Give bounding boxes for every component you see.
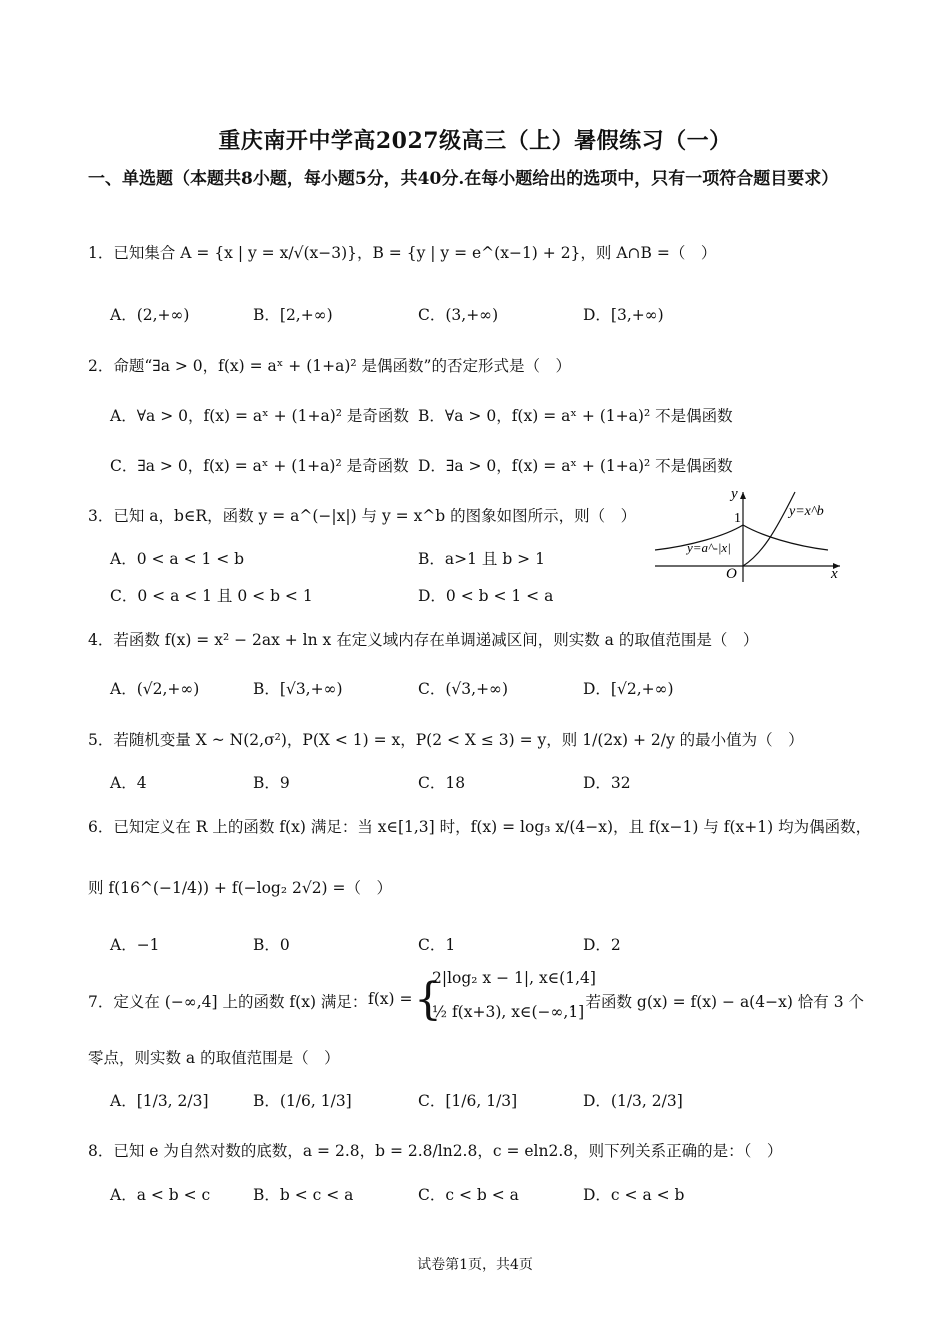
question-7-option-a: A．[1/3, 2/3] [110,1092,209,1110]
question-3-option-a: A．0 < a < 1 < b [110,550,245,568]
question-7-brace-icon: { [414,974,442,1025]
x-axis-label: x [831,566,838,582]
question-4-option-d: D．[√2,+∞) [583,680,674,698]
question-7-stem: 7．定义在 (−∞,4] 上的函数 f(x) 满足： [88,993,368,1011]
question-2-option-c: C．∃a > 0，f(x) = aˣ + (1+a)² 是奇函数 [110,457,409,475]
question-8-option-c: C．c < b < a [418,1186,519,1204]
origin-label: O [726,566,737,582]
question-1-stem: 1．已知集合 A = {x | y = x/√(x−3)}，B = {y | y = e^(x−1) + 2}，则 A∩B =（ ） [88,244,717,262]
question-1-option-c: C．(3,+∞) [418,306,499,324]
question-7-piece-2: ½ f(x+3), x∈(−∞,1] [432,1003,585,1021]
question-4-option-a: A．(√2,+∞) [110,680,200,698]
question-3-option-d: D．0 < b < 1 < a [418,587,554,605]
question-7-stem-line-2: 零点，则实数 a 的取值范围是（ ） [88,1049,340,1067]
power-curve-label: y=x^b [789,504,824,519]
question-3-option-b: B．a>1 且 b > 1 [418,550,545,568]
question-6-option-a: A．−1 [110,936,160,954]
question-7-option-b: B．(1/6, 1/3] [253,1092,352,1110]
question-8-option-d: D．c < a < b [583,1186,685,1204]
question-3-graph [650,484,850,584]
question-5-option-a: A．4 [110,774,147,792]
y-axis-arrow-icon [740,492,746,499]
question-2-option-a: A．∀a > 0，f(x) = aˣ + (1+a)² 是奇函数 [110,407,409,425]
page-title: 重庆南开中学高2027级高三（上）暑假练习（一） [218,128,732,154]
question-7-stem-tail: ，若函数 g(x) = f(x) − a(4−x) 恰有 3 个 [570,993,865,1011]
question-5-option-d: D．32 [583,774,631,792]
question-1-option-d: D．[3,+∞) [583,306,664,324]
question-2-option-d: D．∃a > 0，f(x) = aˣ + (1+a)² 不是偶函数 [418,457,733,475]
question-5-option-c: C．18 [418,774,466,792]
question-7-piece-1: 2|log₂ x − 1|, x∈(1,4] [432,969,596,987]
question-8-option-a: A．a < b < c [110,1186,211,1204]
question-5-option-b: B．9 [253,774,290,792]
question-6-option-d: D．2 [583,936,621,954]
question-3-stem: 3．已知 a，b∈R，函数 y = a^(−|x|) 与 y = x^b 的图象如图所示，则（ ） [88,507,637,525]
question-4-option-b: B．[√3,+∞) [253,680,343,698]
question-6-option-b: B．0 [253,936,290,954]
question-8-stem: 8．已知 e 为自然对数的底数，a = 2.8，b = 2.8/ln2.8，c = eln2.8，则下列关系正确的是：（ ） [88,1142,783,1160]
one-label: 1 [734,511,741,526]
question-7-option-d: D．(1/3, 2/3] [583,1092,683,1110]
question-2-option-b: B．∀a > 0，f(x) = aˣ + (1+a)² 不是偶函数 [418,407,733,425]
question-6-stem: 6．已知定义在 R 上的函数 f(x) 满足：当 x∈[1,3] 时，f(x) = log₃ x/(4−x)，且 f(x−1) 与 f(x+1) 均为偶函数， [88,818,872,836]
question-3-option-c: C．0 < a < 1 且 0 < b < 1 [110,587,313,605]
question-6-stem-line-2: 则 f(16^(−1/4)) + f(−log₂ 2√2) =（ ） [88,879,393,897]
question-1-option-b: B．[2,+∞) [253,306,333,324]
page-footer: 试卷第1页，共4页 [417,1257,533,1273]
question-7-fx-label: f(x) = [368,990,413,1008]
question-4-stem: 4．若函数 f(x) = x² − 2ax + ln x 在定义域内存在单调递减区间，则实数 a 的取值范围是（ ） [88,631,759,649]
question-4-option-c: C．(√3,+∞) [418,680,509,698]
question-6-option-c: C．1 [418,936,456,954]
exp-curve-label: y=a^-|x| [687,540,731,555]
question-8-option-b: B．b < c < a [253,1186,354,1204]
exp-curve [655,525,828,550]
question-1-option-a: A．(2,+∞) [110,306,190,324]
question-5-stem: 5．若随机变量 X ~ N(2,σ²)，P(X < 1) = x，P(2 < X ≤ 3) = y，则 1/(2x) + 2/y 的最小值为（ ） [88,731,804,749]
y-axis-label: y [731,486,738,502]
question-7-option-c: C．[1/6, 1/3] [418,1092,518,1110]
question-2-stem: 2．命题“∃a > 0，f(x) = aˣ + (1+a)² 是偶函数”的否定形式是（ ） [88,357,571,375]
section-heading: 一、单选题（本题共8小题，每小题5分，共40分.在每小题给出的选项中，只有一项符合题目要求） [88,169,839,189]
